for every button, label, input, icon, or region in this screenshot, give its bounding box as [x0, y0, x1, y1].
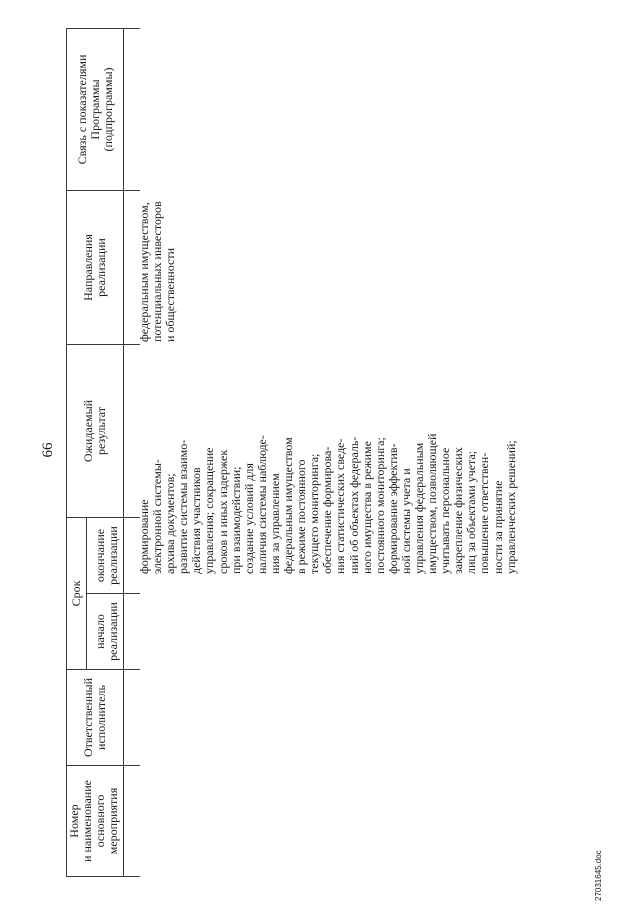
column-divider [66, 876, 140, 877]
page-number: 66 [40, 442, 56, 458]
header-directions: Направления реализации [81, 234, 108, 301]
header-end: окончание реализации [93, 526, 120, 585]
document-id: 27031645.doc [594, 850, 603, 901]
header-indicators-link: Связь с показателями Программы (подпрограммы) [75, 54, 115, 165]
header-responsible-executor: Ответственный исполнитель [81, 677, 108, 758]
table-top-border [66, 28, 67, 877]
table-header-bottom-border [123, 28, 124, 877]
srok-divider-line [86, 518, 87, 670]
cell-expected-result: формирование электронной системы- архива документов; развитие системы взаимо- действия участников управления; сокращение сроков и иных издержек при взаимодействии; создание условий для наличия системы наблюде- ния за управлением федеральным имуществом в режиме постоянного текущего мониторинга; обеспечение формирова- ния статистических сведе- ний об объектах федераль- ного имущества в режиме постоянного мониторинга; формирование эффектив- ной системы учета и управления федеральным имуществом, позволяющей учитывать персональное закрепление физических лиц за объектами учета; повышение ответствен- ности за принятие управленческих решений; [137, 433, 518, 574]
header-start: начало реализации [93, 602, 120, 661]
header-srok: Срок [69, 580, 83, 607]
cell-directions: федеральным имуществом, потенциальных инвесторов и общественности [137, 201, 178, 342]
header-expected-result: Ожидаемый результат [81, 399, 108, 463]
header-number-and-name: Номер и наименование основного мероприятия [67, 780, 120, 862]
